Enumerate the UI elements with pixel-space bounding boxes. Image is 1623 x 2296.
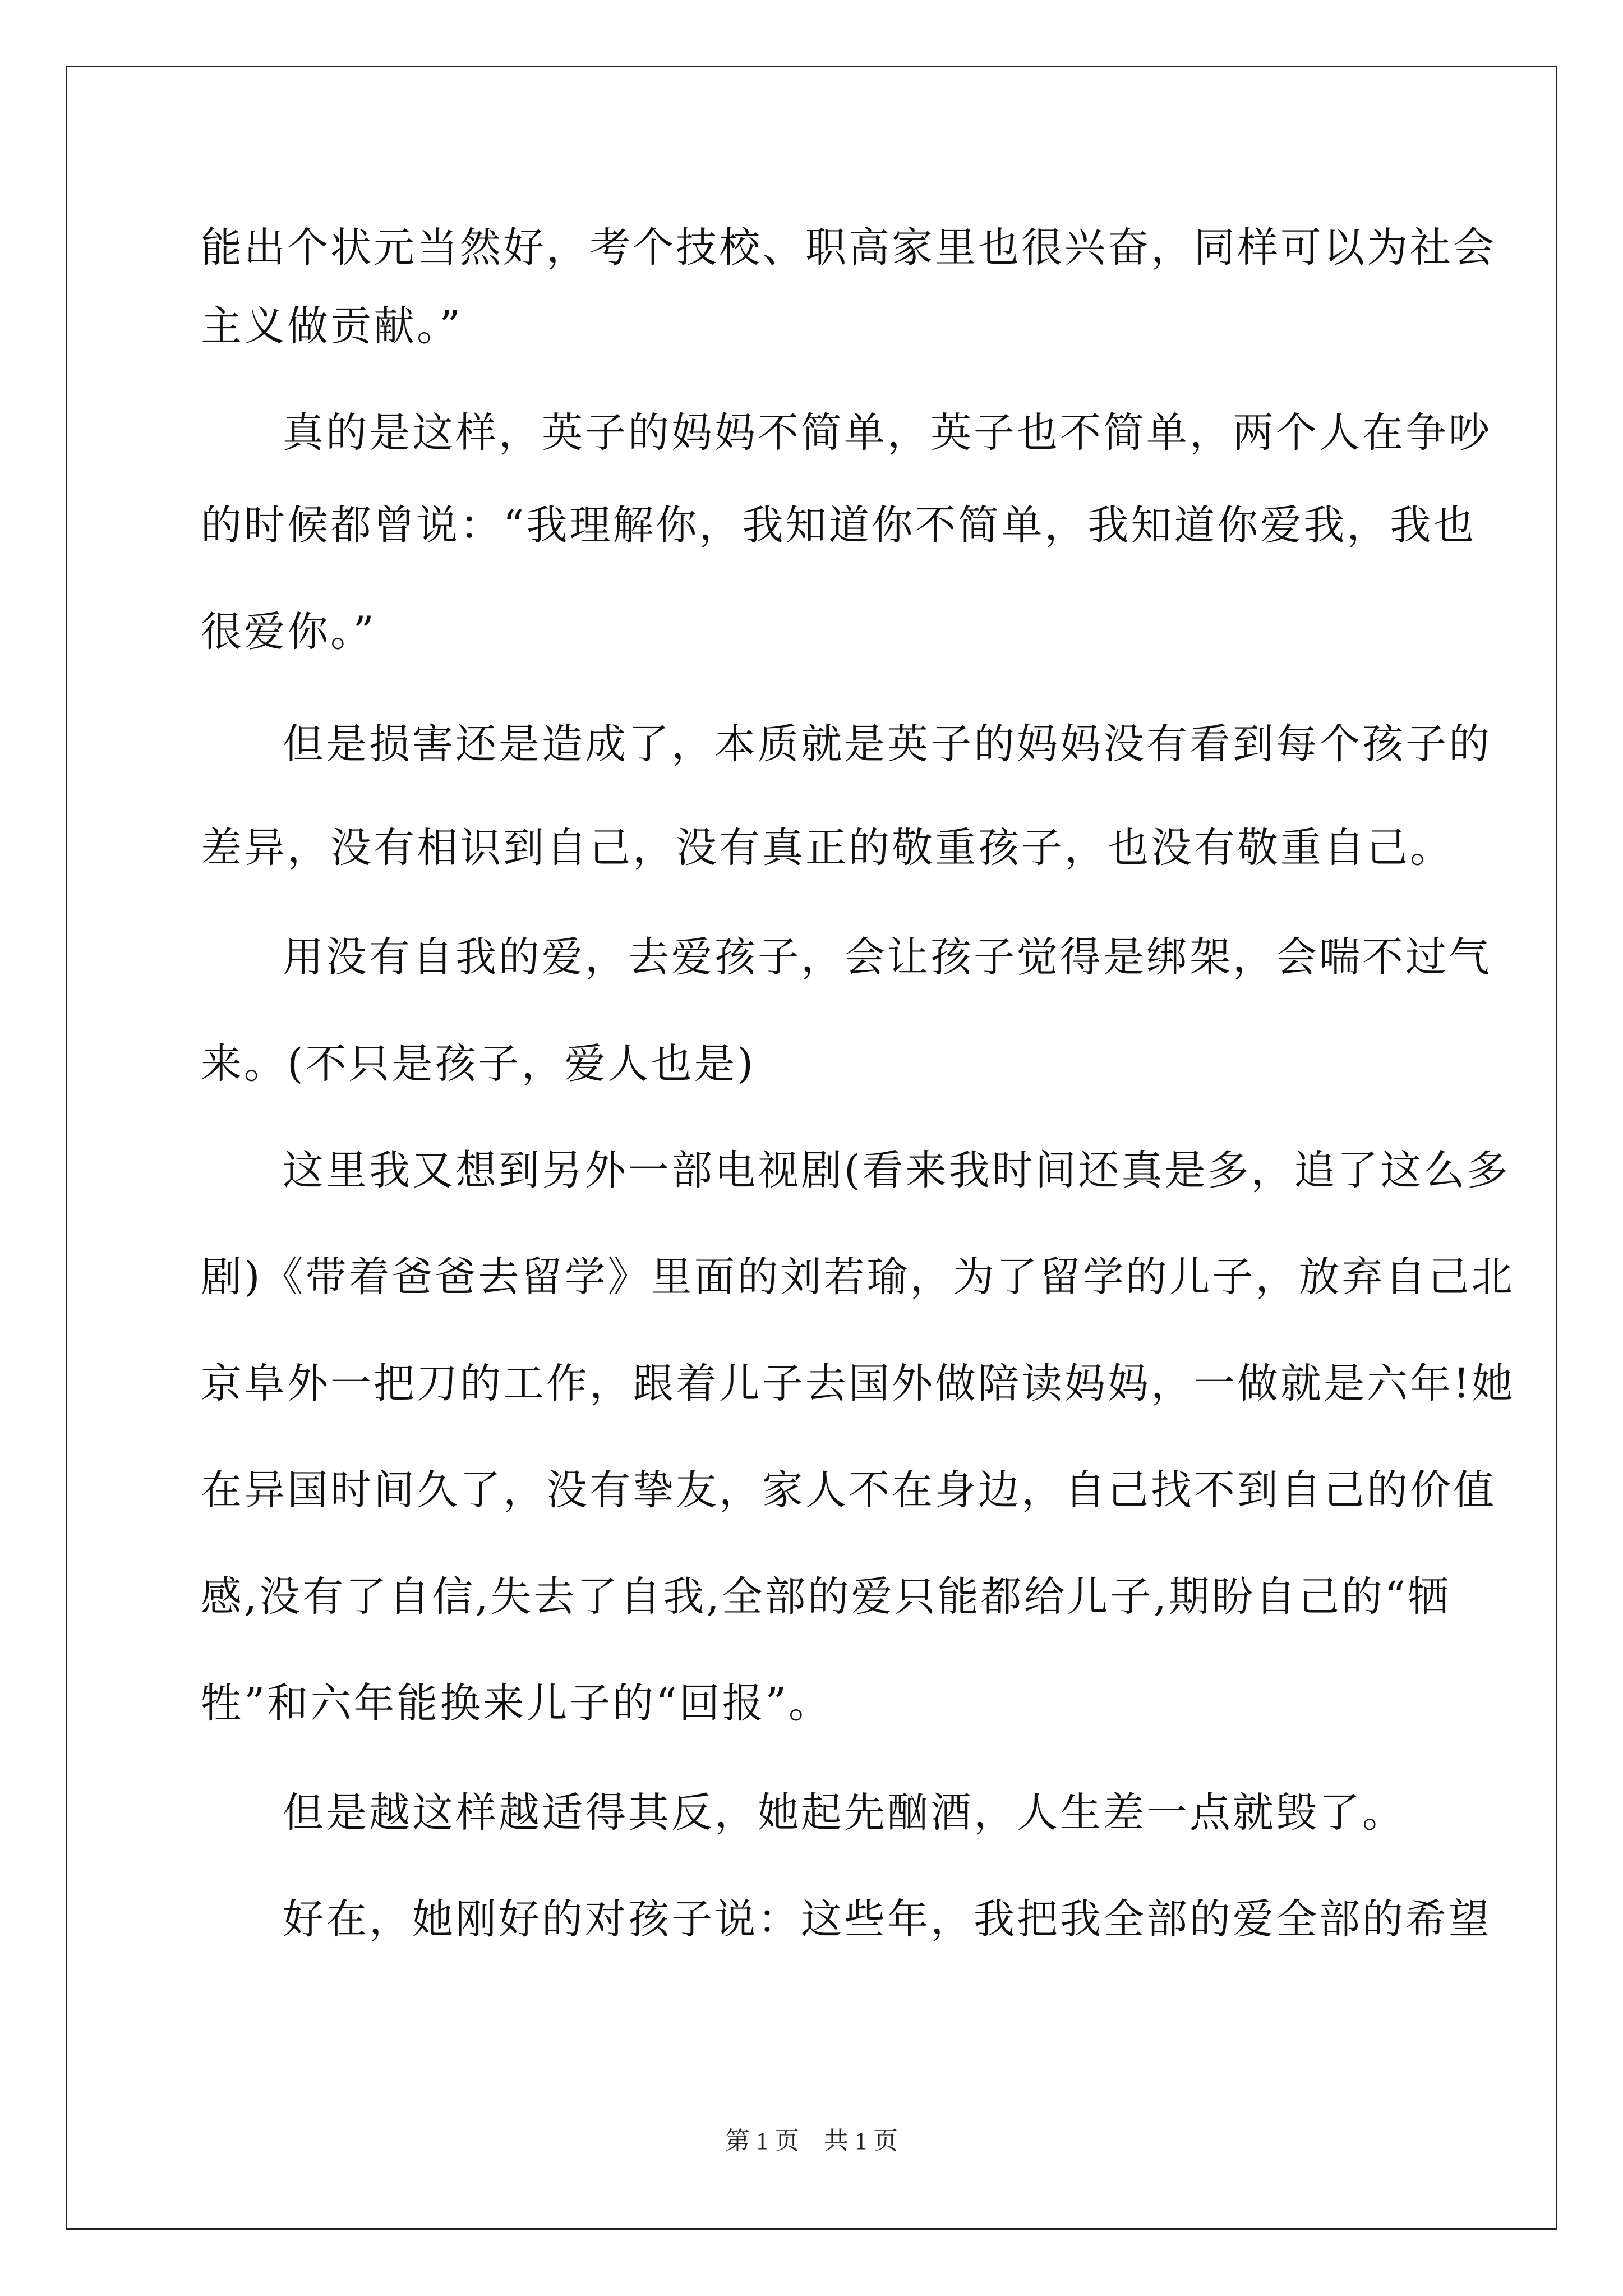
text-line: 感,没有了自信,失去了自我,全部的爱只能都给儿子,期盼自己的“牺 — [201, 1573, 1451, 1621]
text-line: 来。(不只是孩子，爱人也是) — [201, 1040, 755, 1088]
text-line: 这里我又想到另外一部电视剧(看来我时间还真是多，追了这么多 — [283, 1147, 1510, 1194]
text-line: 但是损害还是造成了，本质就是英子的妈妈没有看到每个孩子的 — [283, 720, 1492, 768]
text-line: 但是越这样越适得其反，她起先酗酒，人生差一点就毁了。 — [283, 1789, 1405, 1837]
text-line: 剧)《带着爸爸去留学》里面的刘若瑜，为了留学的儿子，放弃自己北 — [201, 1253, 1515, 1301]
text-line: 能出个状元当然好，考个技校、职高家里也很兴奋，同样可以为社会 — [201, 224, 1496, 272]
text-line: 牲”和六年能换来儿子的“回报”。 — [201, 1680, 832, 1727]
text-line: 很爱你。” — [201, 608, 376, 656]
page-number: 第 1 页 共 1 页 — [725, 2127, 898, 2155]
text-line: 在异国时间久了，没有挚友，家人不在身边，自己找不到自己的价值 — [201, 1466, 1496, 1514]
text-line: 真的是这样，英子的妈妈不简单，英子也不简单，两个人在争吵 — [283, 409, 1492, 457]
text-line: 用没有自我的爱，去爱孩子，会让孩子觉得是绑架，会喘不过气 — [283, 933, 1492, 981]
text-line: 好在，她刚好的对孩子说：这些年，我把我全部的爱全部的希望 — [283, 1895, 1492, 1943]
text-line: 京阜外一把刀的工作，跟着儿子去国外做陪读妈妈，一做就是六年!她 — [201, 1360, 1515, 1407]
text-line: 差异，没有相识到自己，没有真正的敬重孩子，也没有敬重自己。 — [201, 824, 1453, 872]
text-line: 主义做贡献。” — [201, 302, 463, 350]
text-line: 的时候都曾说：“我理解你，我知道你不简单，我知道你爱我，我也 — [201, 501, 1477, 549]
